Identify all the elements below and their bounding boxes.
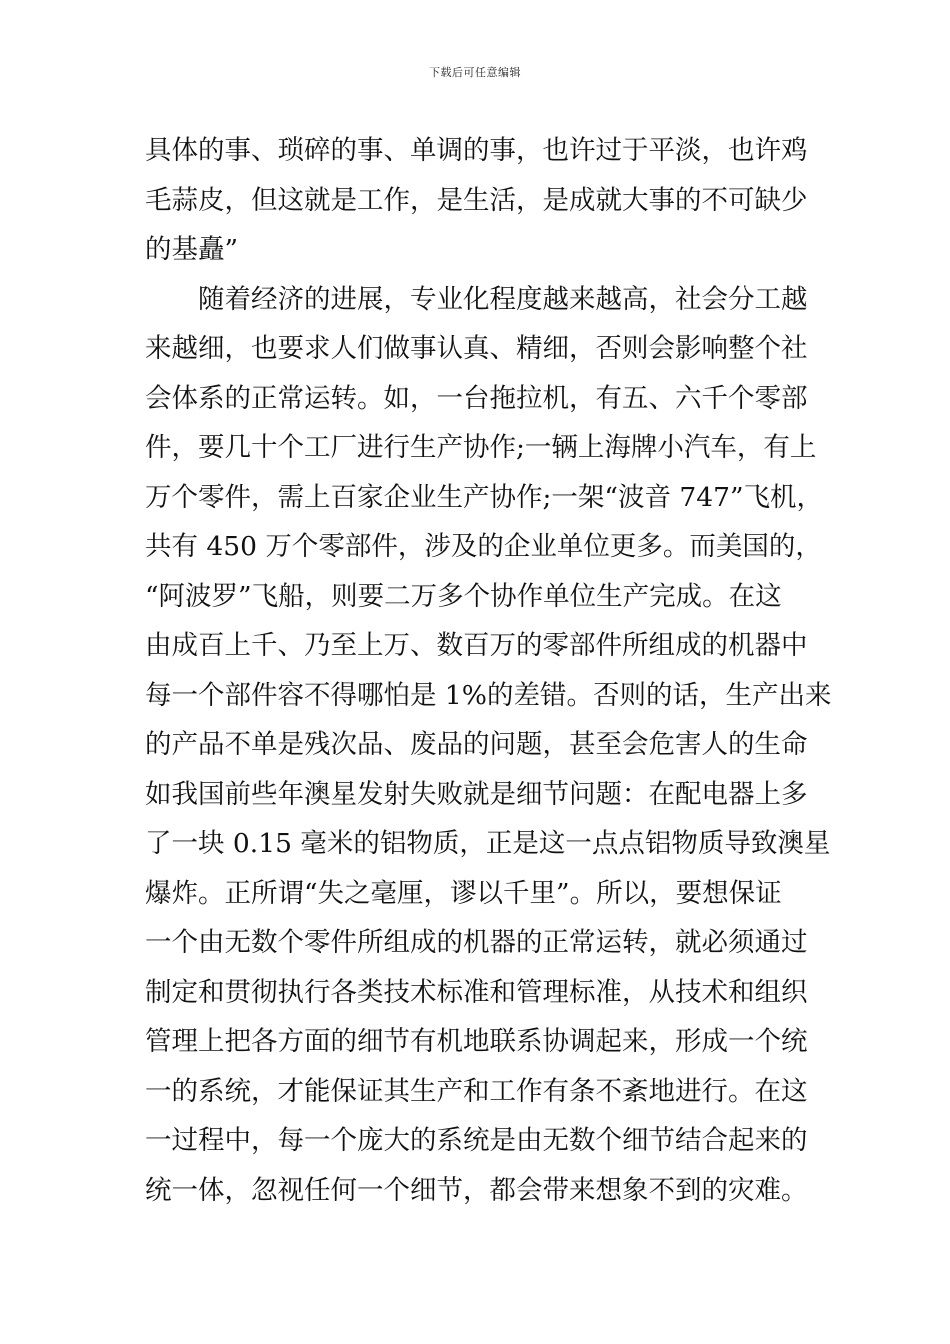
text-line: 共有 450 万个零部件，涉及的企业单位更多。而美国的， bbox=[145, 531, 822, 562]
text-line: 爆炸。正所谓“失之毫厘，谬以千里”。所以，要想保证 bbox=[145, 877, 782, 909]
text-line: 具体的事、琐碎的事、单调的事，也许过于平淡，也许鸡 bbox=[145, 135, 808, 166]
text-line: 的基矗” bbox=[145, 234, 239, 265]
paragraph-first-line: 随着经济的进展，专业化程度越来越高，社会分工越 bbox=[198, 283, 808, 315]
text-line: 每一个部件容不得哪怕是 1%的差错。否则的话，生产出来 bbox=[145, 679, 832, 711]
text-line: 一的系统，才能保证其生产和工作有条不紊地进行。在这 bbox=[145, 1075, 808, 1107]
text-line: 由成百上千、乃至上万、数百万的零部件所组成的机器中 bbox=[145, 630, 808, 661]
text-line: 一过程中，每一个庞大的系统是由无数个细节结合起来的 bbox=[145, 1125, 808, 1156]
text-line: “阿波罗”飞船，则要二万多个协作单位生产完成。在这 bbox=[145, 580, 782, 612]
text-line: 如我国前些年澳星发射失败就是细节问题：在配电器上多 bbox=[145, 778, 808, 810]
text-line: 一个由无数个零件所组成的机器的正常运转，就必须通过 bbox=[145, 927, 808, 958]
text-line: 会体系的正常运转。如，一台拖拉机，有五、六千个零部 bbox=[145, 382, 808, 414]
text-line: 件，要几十个工厂进行生产协作;一辆上海牌小汽车，有上 bbox=[145, 432, 817, 463]
text-line: 的产品不单是残次品、废品的问题，甚至会危害人的生命 bbox=[145, 729, 808, 760]
text-line: 制定和贯彻执行各类技术标准和管理标准，从技术和组织 bbox=[145, 976, 808, 1008]
text-line: 来越细，也要求人们做事认真、精细，否则会影响整个社 bbox=[145, 333, 808, 364]
page-header: 下载后可任意编辑 bbox=[429, 66, 521, 79]
text-line: 统一体，忽视任何一个细节，都会带来想象不到的灾难。 bbox=[145, 1174, 808, 1206]
text-line: 万个零件，需上百家企业生产协作;一架“波音 747”飞机， bbox=[145, 481, 824, 513]
text-line: 管理上把各方面的细节有机地联系协调起来，形成一个统 bbox=[145, 1026, 808, 1057]
body-text bbox=[145, 126, 845, 1215]
text-line: 了一块 0.15 毫米的铝物质，正是这一点点铝物质导致澳星 bbox=[145, 828, 831, 859]
text-line: 毛蒜皮，但这就是工作，是生活，是成就大事的不可缺少 bbox=[145, 184, 808, 216]
